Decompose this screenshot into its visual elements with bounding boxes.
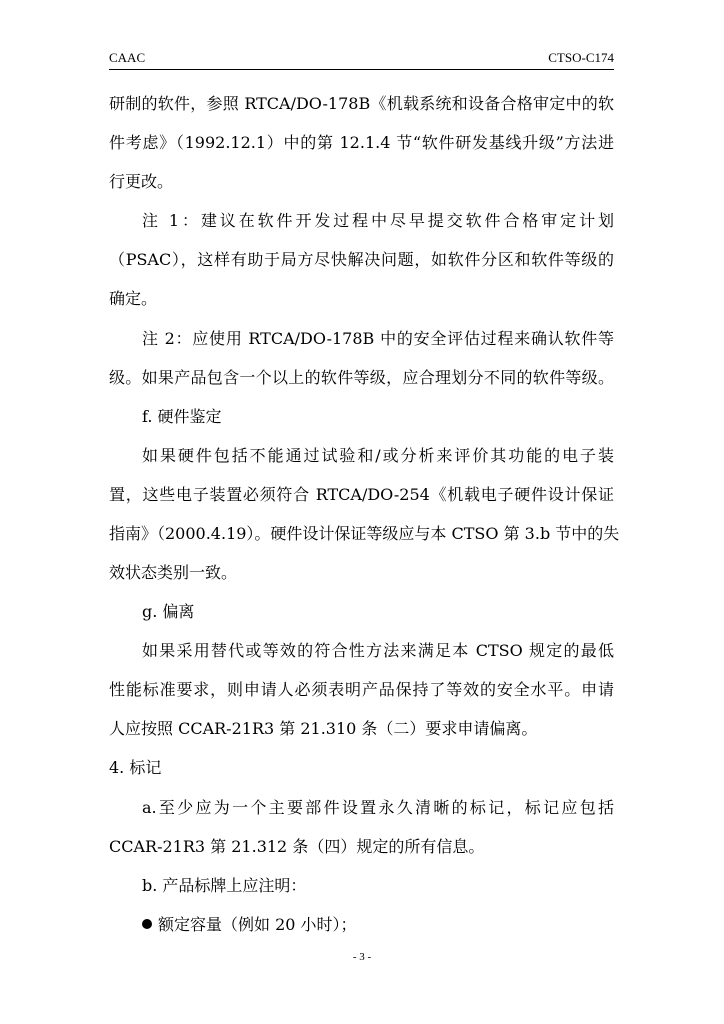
text-line: CCAR-21R3 第 21.312 条（四）规定的所有信息。	[109, 837, 485, 856]
text-line: 如果采用替代或等效的符合性方法来满足本 CTSO 规定的最低	[142, 641, 614, 660]
text-line: 置，这些电子装置必须符合 RTCA/DO-254《机载电子硬件设计保证	[109, 485, 614, 504]
section-heading-4: 4. 标记	[109, 758, 162, 777]
page-header	[109, 50, 614, 68]
header-rule	[109, 69, 614, 70]
section-heading-g: g. 偏离	[142, 602, 195, 621]
header-org: CAAC	[109, 50, 146, 65]
text-line: 确定。	[109, 289, 158, 308]
text-line: 人应按照 CCAR-21R3 第 21.310 条（二）要求申请偏离。	[109, 719, 538, 738]
header-doc-id: CTSO-C174	[548, 50, 614, 65]
text-line: 行更改。	[109, 172, 174, 191]
text-line: 性能标准要求，则申请人必须表明产品保持了等效的安全水平。申请	[109, 680, 614, 699]
note-1-line: 注 1：建议在软件开发过程中尽早提交软件合格审定计划	[142, 211, 614, 230]
text-line: 指南》（2000.4.19）。硬件设计保证等级应与本 CTSO 第 3.b 节中的失	[109, 524, 620, 543]
text-line: 级。如果产品包含一个以上的软件等级，应合理划分不同的软件等级。	[109, 368, 614, 387]
text-line: a.至少应为一个主要部件设置永久清晰的标记，标记应包括	[142, 798, 614, 817]
note-2-line: 注 2：应使用 RTCA/DO-178B 中的安全评估过程来确认软件等	[142, 329, 614, 348]
text-line: b. 产品标牌上应注明：	[142, 876, 307, 895]
text-line: 如果硬件包括不能通过试验和/或分析来评价其功能的电子装	[142, 446, 614, 465]
text-line: 件考虑》（1992.12.1）中的第 12.1.4 节“软件研发基线升级”方法进	[109, 133, 614, 152]
section-heading-f: f. 硬件鉴定	[142, 407, 222, 426]
text-line: 研制的软件，参照 RTCA/DO-178B《机载系统和设备合格审定中的软	[109, 94, 614, 113]
bullet-text: 额定容量（例如 20 小时）；	[158, 915, 357, 934]
bullet-item	[109, 913, 614, 937]
bullet-icon	[142, 919, 152, 929]
text-line: 效状态类别一致。	[109, 563, 238, 582]
text-line: （PSAC），这样有助于局方尽快解决问题，如软件分区和软件等级的	[109, 250, 614, 269]
page-number: - 3 -	[352, 951, 372, 963]
